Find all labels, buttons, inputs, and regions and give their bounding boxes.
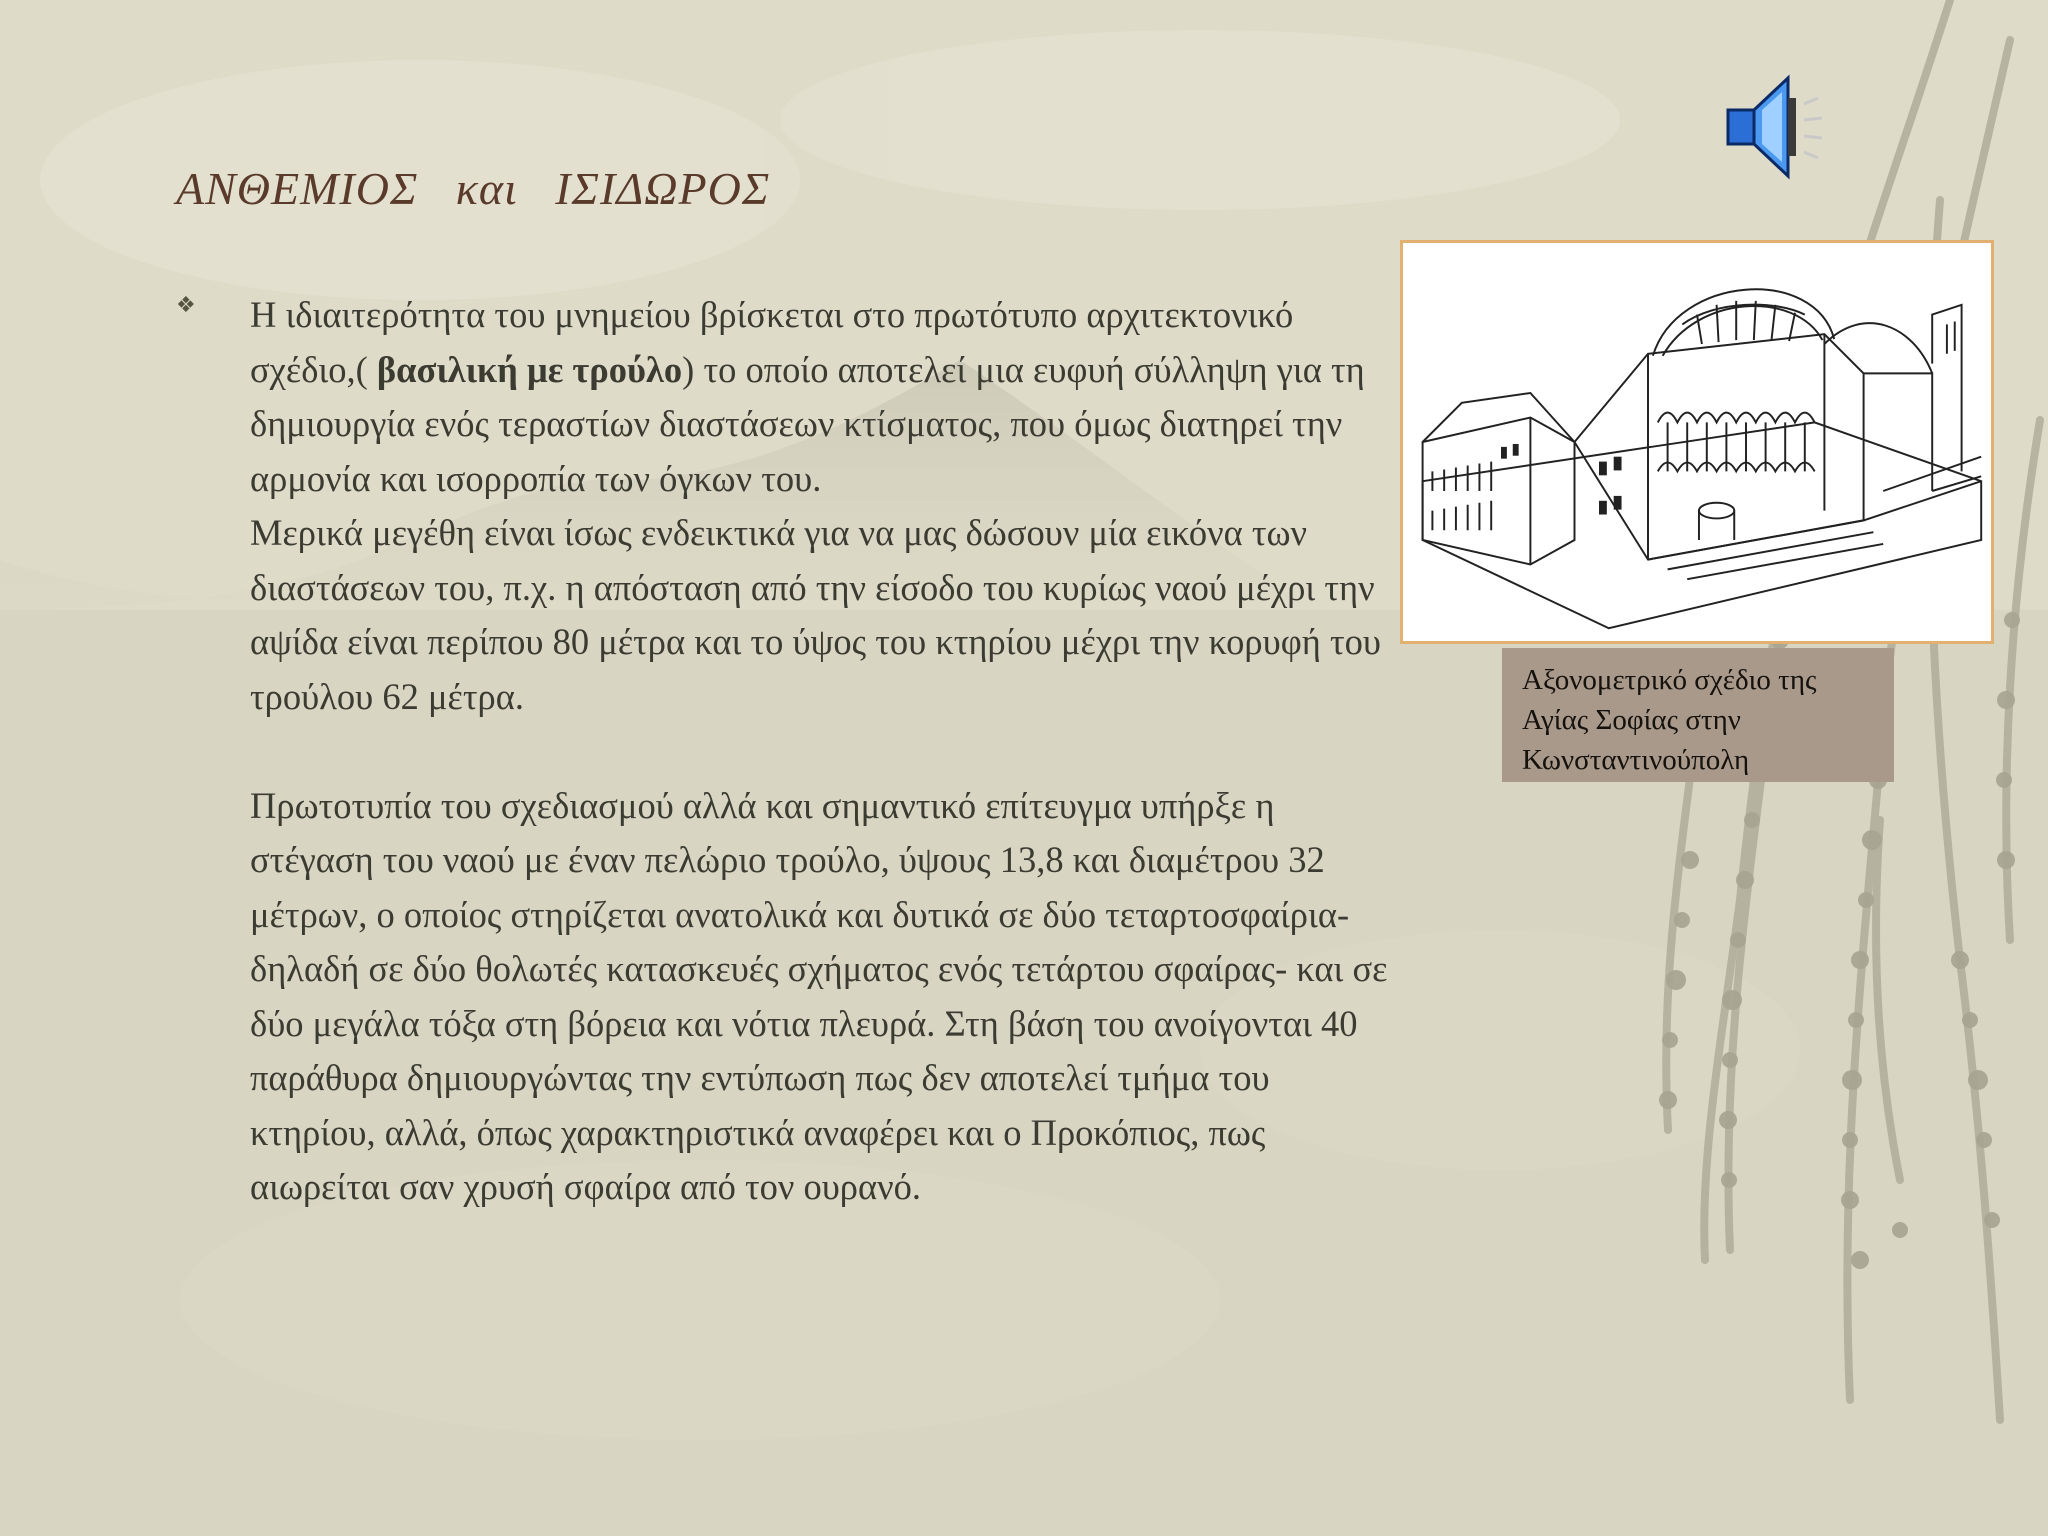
speaker-icon bbox=[1722, 64, 1832, 194]
bullet-icon: ❖ bbox=[176, 292, 196, 317]
paragraph-dimensions: Μερικά μεγέθη είναι ίσως ενδεικτικά για να μας δώσουν μία εικόνα των διαστάσεων του, π.χ. η απόσταση από την είσοδο του κυρίως ναού μέχρι την αψίδα είναι περίπου 80 μέτρα και το ύψος του κτηρίου μέχρι την κορυφή του τρούλου 62 μέτρα. bbox=[250, 512, 1381, 717]
paragraph-intro-bold: βασιλική με τρούλο bbox=[376, 348, 683, 390]
paragraph-gap bbox=[250, 724, 1400, 779]
caption-line: Αγίας Σοφίας στην bbox=[1522, 704, 1741, 736]
figure-caption bbox=[1502, 648, 1894, 782]
axonometric-drawing bbox=[1400, 240, 1994, 644]
slide-title: ΑΝΘΕΜΙΟΣ και ΙΣΙΔΩΡΟΣ bbox=[176, 163, 771, 214]
caption-line: Κωνσταντινούπολη bbox=[1522, 744, 1750, 776]
paragraph-dome: Πρωτοτυπία του σχεδιασμού αλλά και σημαντικό επίτευγμα υπήρξε η στέγαση του ναού με έναν πελώριο τρούλο, ύψους 13,8 και διαμέτρου 32 μέτρων, ο οποίος στηρίζεται ανατολικά και δυτικά σε δύο τεταρτοσφαίρια- δηλαδή σε δύο θολωτές κατασκευές σχήματος ενός τετάρτου σφαίρας- και σε δύο μεγάλα τόξα στη βόρεια και νότια πλευρά. Στη βάση του ανοίγονται 40 παράθυρα δημιουργώντας την εντύπωση πως δεν αποτελεί τμήμα του κτηρίου, αλλά, όπως χαρακτηριστικά αναφέρει και ο Προκόπιος, πως αιωρείται σαν χρυσή σφαίρα από τον ουρανό. bbox=[250, 784, 1388, 1207]
paragraph-intro-end: ) το οποίο αποτελεί μια ευφυή σύλληψη για τη δημιουργία ενός τεραστίων διαστάσεων κτίσματος, που όμως διατηρεί την αρμονία και ισορροπία των όγκων του. bbox=[250, 348, 1365, 499]
caption-line: Αξονομετρικό σχέδιο της bbox=[1522, 664, 1817, 696]
speaker-button[interactable] bbox=[1722, 64, 1832, 194]
paragraph-intro bbox=[250, 288, 1400, 506]
axonometric-drawing-image bbox=[1403, 243, 1991, 641]
body-text bbox=[250, 288, 1400, 1215]
paragraph-intro-start: Η ιδιαιτερότητα του μνημείου βρίσκεται στο πρωτότυπο αρχιτεκτονικό σχέδιο,( bbox=[250, 294, 1294, 390]
